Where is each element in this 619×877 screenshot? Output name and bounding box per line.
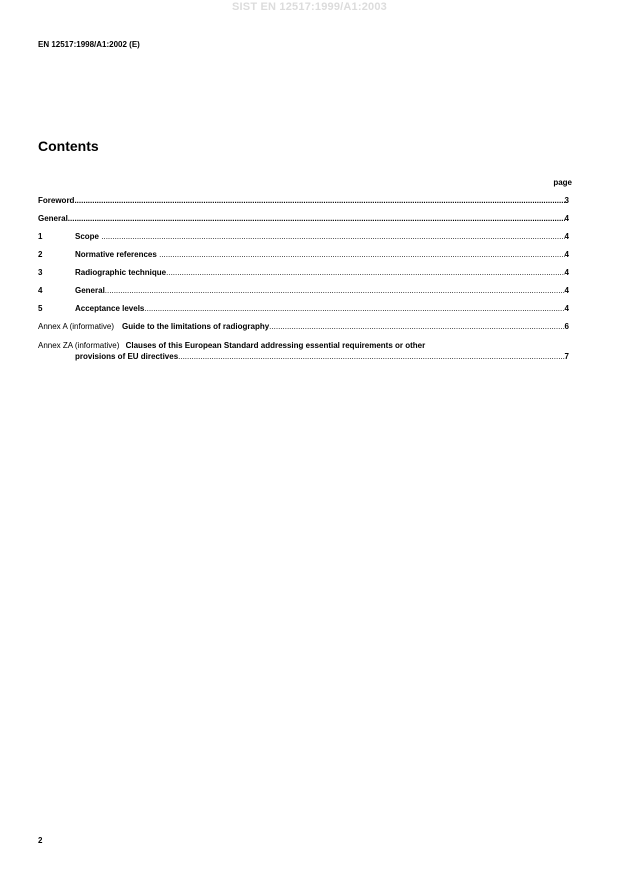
page-column-heading: page (553, 178, 572, 187)
document-id: EN 12517:1998/A1:2002 (E) (38, 40, 140, 49)
annex-title-continued: provisions of EU directives (75, 352, 179, 361)
annex-title: Guide to the limitations of radiography (122, 322, 270, 331)
toc-entry-page: 7 (564, 352, 569, 361)
dot-leader (269, 322, 564, 332)
toc-entry-radiographic-technique[interactable] (38, 268, 569, 278)
toc-entry-title: Radiographic technique (75, 268, 167, 277)
toc-entry-number: 1 (38, 232, 43, 241)
toc-entry-normative-references[interactable] (38, 250, 569, 260)
toc-entry-number: 2 (38, 250, 43, 259)
toc-entry-number: 3 (38, 268, 43, 277)
contents-heading: Contents (38, 138, 99, 154)
dot-leader (99, 232, 565, 242)
toc-entry-number: 4 (38, 286, 43, 295)
toc-entry-title: Foreword (38, 196, 75, 205)
toc-entry-scope[interactable] (38, 232, 569, 242)
dot-leader (74, 196, 564, 206)
toc-entry-acceptance-levels[interactable] (38, 304, 569, 314)
toc-entry-foreword[interactable] (38, 196, 569, 206)
annex-title: Clauses of this European Standard addressing essential requirements or other (125, 341, 426, 350)
toc-entry-page: 6 (564, 322, 569, 331)
dot-leader (105, 286, 565, 296)
toc-entry-title: Scope (75, 232, 100, 241)
page-number: 2 (38, 836, 43, 845)
dot-leader (166, 268, 564, 278)
dot-leader (68, 214, 565, 224)
toc-entry-page: 4 (564, 214, 569, 223)
toc-entry-page: 4 (564, 250, 569, 259)
dot-leader (144, 304, 564, 314)
annex-label: Annex ZA (informative) (38, 341, 120, 350)
toc-entry-general[interactable] (38, 214, 569, 224)
dot-leader (157, 250, 565, 260)
annex-label: Annex A (informative) (38, 322, 115, 331)
toc-entry-page: 4 (564, 286, 569, 295)
dot-leader (178, 352, 564, 362)
toc-entry-page: 4 (564, 304, 569, 313)
toc-entry-number: 5 (38, 304, 43, 313)
toc-entry-page: 4 (564, 268, 569, 277)
watermark: SIST EN 12517:1999/A1:2003 (231, 1, 388, 13)
toc-entry-general-4[interactable] (38, 286, 569, 296)
toc-entry-title: Acceptance levels (75, 304, 145, 313)
toc-entry-page: 3 (564, 196, 569, 205)
toc-annex-a[interactable] (38, 322, 569, 332)
toc-entry-page: 4 (564, 232, 569, 241)
toc-entry-title: Normative references (75, 250, 157, 259)
toc-annex-za-continuation[interactable] (75, 352, 569, 362)
toc-entry-title: General (75, 286, 105, 295)
toc-annex-za[interactable] (38, 341, 425, 351)
toc-entry-title: General (38, 214, 68, 223)
